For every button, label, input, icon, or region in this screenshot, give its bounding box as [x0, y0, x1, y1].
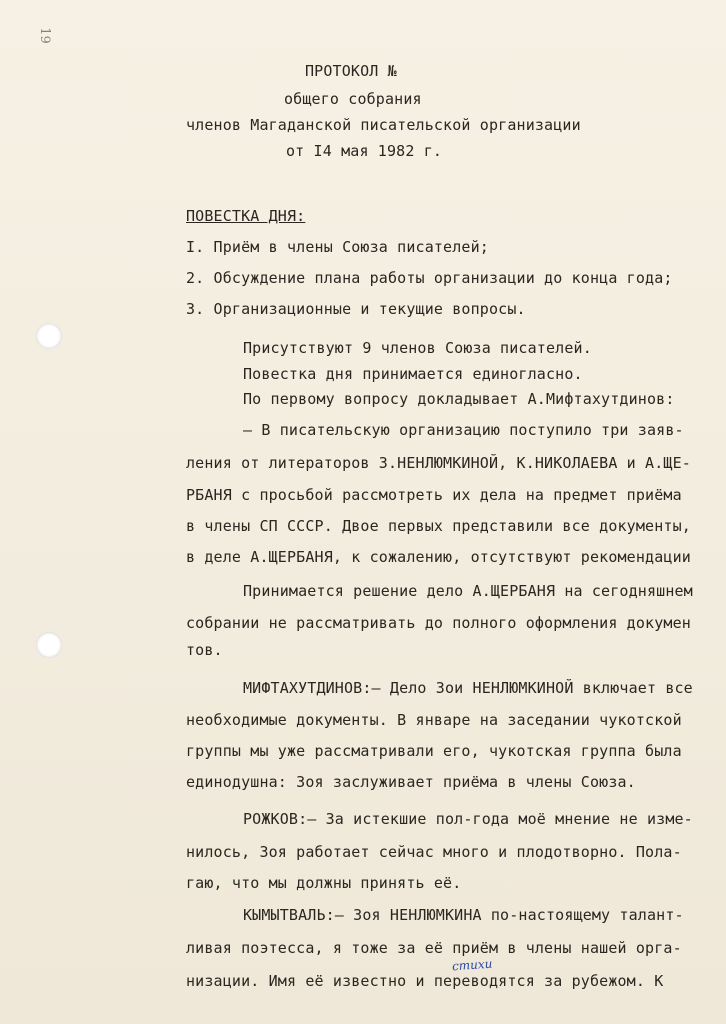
meeting-date: от I4 мая 1982 г.: [286, 142, 443, 160]
text-line: РБАНЯ с просьбой рассмотреть их дела на предмет приёма: [186, 486, 682, 504]
text-line: ливая поэтесса, я тоже за её приём в члены нашей орга-: [186, 939, 682, 957]
text-line: ления от литераторов З.НЕНЛЮМКИНОЙ, К.НИКОЛАЕВА и А.ЩЕ-: [186, 454, 691, 472]
text-line: в деле А.ЩЕРБАНЯ, к сожалению, отсутствуют рекомендации: [186, 548, 691, 566]
protocol-title: ПРОТОКОЛ №: [305, 62, 397, 80]
text-line: в члены СП СССР. Двое первых представили все документы,: [186, 517, 691, 535]
agenda-item: I. Приём в члены Союза писателей;: [186, 238, 489, 256]
punch-hole-bottom: [36, 632, 62, 658]
text-line: По первому вопросу докладывает А.Мифтахутдинов:: [243, 390, 675, 408]
text-line: низации. Имя её известно и переводятся за рубежом. К: [186, 972, 664, 990]
text-line: необходимые документы. В январе на заседании чукотской: [186, 711, 682, 729]
text-line: Присутствуют 9 членов Союза писателей.: [243, 339, 592, 357]
text-line: КЫМЫТВАЛЬ:– Зоя НЕНЛЮМКИНА по-настоящему талант-: [243, 906, 684, 924]
meeting-type: общего собрания: [284, 90, 422, 108]
text-line: – В писательскую организацию поступило три заяв-: [243, 421, 684, 439]
text-line: Повестка дня принимается единогласно.: [243, 365, 583, 383]
text-line: собрании не рассматривать до полного оформления докумен: [186, 614, 691, 632]
handwritten-insert: стихи: [451, 956, 493, 974]
text-line: тов.: [186, 641, 223, 659]
text-line: единодушна: Зоя заслуживает приёма в члены Союза.: [186, 773, 636, 791]
agenda-title: ПОВЕСТКА ДНЯ:: [186, 207, 306, 225]
text-line: РОЖКОВ:– За истекшие пол-года моё мнение не изме-: [243, 810, 693, 828]
text-line: гаю, что мы должны принять её.: [186, 874, 462, 892]
text-line: Принимается решение дело А.ЩЕРБАНЯ на сегодняшнем: [243, 582, 693, 600]
punch-hole-top: [36, 323, 62, 349]
agenda-item: 3. Организационные и текущие вопросы.: [186, 300, 526, 318]
agenda-item: 2. Обсуждение плана работы организации до конца года;: [186, 269, 673, 287]
organization-line: членов Магаданской писательской организации: [186, 116, 581, 134]
text-line: МИФТАХУТДИНОВ:– Дело Зои НЕНЛЮМКИНОЙ включает все: [243, 679, 693, 697]
margin-mark: 19: [36, 27, 52, 44]
text-line: группы мы уже рассматривали его, чукотская группа была: [186, 742, 682, 760]
text-line: нилось, Зоя работает сейчас много и плодотворно. Пола-: [186, 843, 682, 861]
